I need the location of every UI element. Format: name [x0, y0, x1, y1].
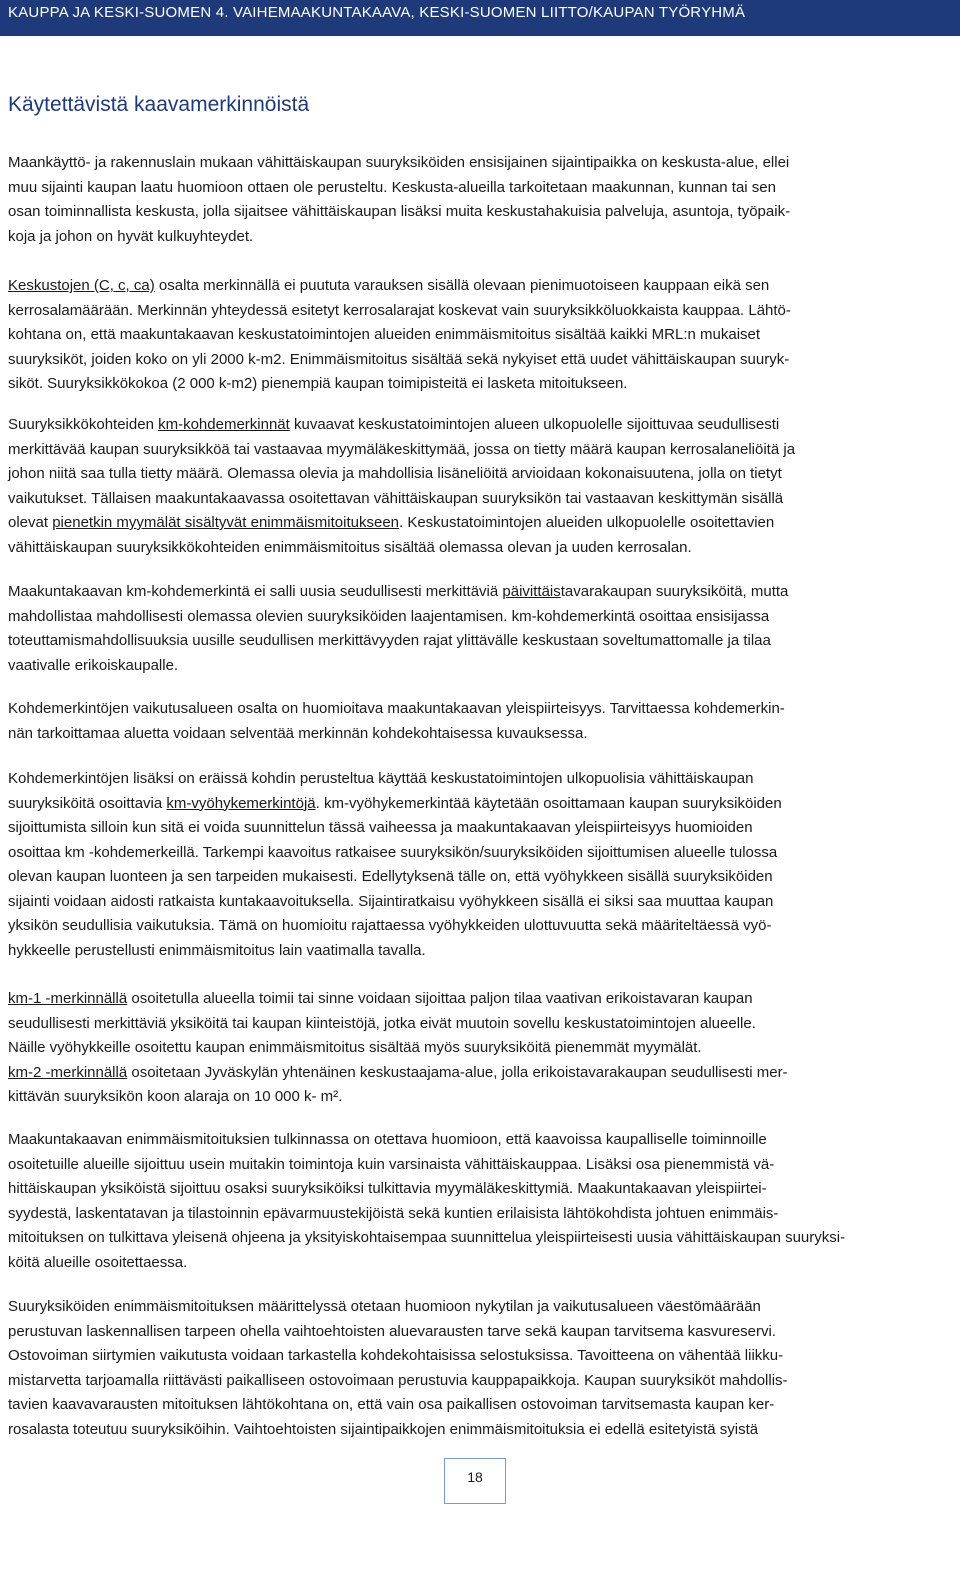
paragraph-4	[8, 580, 953, 678]
paragraph-5	[8, 697, 953, 746]
underlined-term: pienetkin myymälät sisältyvät enimmäismitoitukseen	[52, 514, 399, 531]
paragraph-text: olevat	[8, 514, 53, 531]
paragraph-line: hittäiskaupan yksiköistä sijoittuu osaksi suuryksiköiksi tulkittavia myymäläkeskittymiä. Maakuntakaavan yleispiirtei-	[8, 1180, 767, 1197]
paragraph-line: kohtana on, että maakuntakaavan keskustatoimintojen alueiden enimmäismitoitus sisältää kaikki MRL:n mukaiset	[8, 326, 761, 343]
paragraph-line: perustuvan laskennallisen tarpeen ohella vaihtoehtoisten aluevarausten tarve sekä kaupan tarvitsema kasvureservi.	[8, 1322, 776, 1340]
paragraph-line: Näille vyöhykkeille osoitettu kaupan enimmäismitoitus sisältää myös suuryksiköitä pienemmät myymälät.	[8, 1039, 702, 1056]
paragraph-line: nän tarkoittamaa aluetta voidaan selventää merkinnän kohdekohtaisessa kuvauksessa.	[8, 724, 588, 742]
paragraph-line: rosalasta toteutuu suuryksiköihin. Vaihtoehtoisten sijaintipaikkojen enimmäismitoituksia ei edellä esitetyistä syistä	[8, 1420, 759, 1438]
page-number: 18	[467, 1469, 483, 1485]
paragraph-3	[8, 413, 953, 560]
paragraph-line: vaativalle erikoiskaupalle.	[8, 656, 179, 674]
paragraph-line: syydestä, laskentatavan ja tilastoinnin epävarmuustekijöistä sekä kuntien erilaisista lähtökohdista johtuen enimmäis-	[8, 1204, 779, 1222]
running-header	[0, 0, 960, 36]
paragraph-line: muu sijainti kaupan laatu huomioon ottaen ole perusteltu. Keskusta-alueilla tarkoitetaan maakunnan, kunnan tai sen	[8, 178, 776, 196]
underlined-term: km-kohdemerkinnät	[158, 416, 290, 433]
running-header-title: KAUPPA JA KESKI-SUOMEN 4. VAIHEMAAKUNTAKAAVA, KESKI-SUOMEN LIITTO/KAUPAN TYÖRYHMÄ	[8, 4, 746, 21]
underlined-term: km-vyöhykemerkintöjä	[166, 794, 316, 812]
paragraph-text: osoitetaan Jyväskylän yhtenäinen keskustaajama-alue, jolla erikoistavarakaupan seudullisesti mer-	[127, 1063, 788, 1081]
paragraph-line: osoitetuille alueille sijoittuu usein muitakin toimintoja kuin varsinaista vähittäiskauppaa. Lisäksi osa pienemmistä vä-	[8, 1155, 775, 1173]
paragraph-text: Suuryksikkökohteiden	[8, 416, 159, 433]
paragraph-text: osoitetulla alueella toimii tai sinne voidaan sijoittaa paljon tilaa vaativan erikoistavaran kaupan	[127, 990, 753, 1007]
paragraph-text: kuvaavat keskustatoimintojen alueen ulkopuolelle sijoittuvaa seudullisesti	[289, 416, 780, 433]
section-title: Käytettävistä kaavamerkinnöistä	[8, 93, 310, 116]
paragraph-line: olevan kaupan luonteen ja sen tarpeiden mukaisesti. Edellytyksenä tälle on, että vyöhykkeen sisällä suuryksiköiden	[8, 868, 773, 885]
paragraph-line: Kohdemerkintöjen lisäksi on eräissä kohdin perusteltua käyttää keskustatoimintojen ulkopuolisia vähittäiskaupan	[8, 770, 754, 787]
paragraph-line: yksikön seudullisia vaikutuksia. Tämä on huomioitu rajattaessa vyöhykkeiden ulottuvuutta sekä määriteltäessä vyö-	[8, 917, 772, 934]
paragraph-line: siköt. Suuryksikkökokoa (2 000 k-m2) pienempiä kaupan toimipisteitä ei lasketa mitoitukseen.	[8, 375, 628, 392]
paragraph-line: osoittaa km -kohdemerkeillä. Tarkempi kaavoitus ratkaisee suuryksikön/suuryksiköiden sijoittumisen alueelle tulossa	[8, 843, 778, 861]
paragraph-line: sijainti voidaan aidosti ratkaista kuntakaavoituksella. Sijaintiratkaisu vyöhykkeen sisällä ei siksi saa muuttaa kaupan	[8, 892, 774, 910]
paragraph-1	[8, 151, 953, 249]
paragraph-line: sijoittumista silloin kun sitä ei voida suunnittelun tässä vaiheessa ja maakuntakaavan yleispiirteisyys huomioiden	[8, 819, 753, 836]
paragraph-line: kerrosalamäärään. Merkinnän yhteydessä esitetyt kerrosalarajat koskevat vain suuryksikköluokkaista kauppaa. Lähtö-	[8, 301, 791, 319]
paragraph-text: tavarakaupan suuryksiköitä, mutta	[560, 583, 789, 600]
paragraph-line: vähittäiskaupan suuryksikkökohteiden enimmäismitoitus sisältää olemassa olevan ja uuden kerrosalan.	[8, 538, 692, 556]
paragraph-line: johon niitä saa tulla tietty määrä. Olemassa olevia ja mahdollisia lisäneliöitä arvioidaan kokonaisuutena, jolla on tietyt	[8, 465, 782, 482]
paragraph-line: tavien kaavavarausten mitoituksen lähtökohtana on, että vain osa paikallisen ostovoiman tarvitsemasta kaupan ker-	[8, 1396, 775, 1413]
paragraph-2	[8, 274, 953, 397]
paragraph-7	[8, 987, 953, 1110]
page-number-box	[444, 1458, 506, 1504]
paragraph-6	[8, 767, 953, 963]
paragraph-line: Maankäyttö- ja rakennuslain mukaan vähittäiskaupan suuryksiköiden ensisijainen sijaintipaikka on keskusta-alue, ellei	[8, 154, 790, 171]
paragraph-line: kittävän suuryksikön koon alaraja on 10 000 k- m².	[8, 1088, 343, 1105]
paragraph-8	[8, 1128, 953, 1275]
paragraph-line: Maakuntakaavan enimmäismitoituksien tulkinnassa on otettava huomioon, että kaavoissa kaupalliselle toiminnoille	[8, 1131, 767, 1148]
paragraph-line: mistarvetta tarjoamalla riittävästi paikalliseen ostovoimaan perustuvia kauppapaikkoja. Kaupan suuryksiköt mahdollis-	[8, 1371, 788, 1389]
underlined-term: km-1 -merkinnällä	[8, 990, 128, 1007]
paragraph-line: osan toiminnallista keskusta, jolla sijaitsee vähittäiskaupan lisäksi muita keskustahakuisia palveluja, asuntoja, työpaik-	[8, 203, 791, 220]
paragraph-line: mahdollistaa mahdollisesti olemassa olevien suuryksiköiden laajentamisen. km-kohdemerkintä osoittaa ensisijassa	[8, 607, 770, 625]
underlined-term: päivittäis	[502, 583, 561, 600]
underlined-term: km-2 -merkinnällä	[8, 1063, 128, 1081]
paragraph-line: mitoituksen on tulkittava yleisenä ohjeena ja yksityiskohtaisempaa suunnittelua yleispiirteisesti uusia vähittäiskaupan suuryksi-	[8, 1229, 846, 1246]
paragraph-text: osalta merkinnällä ei puututa varauksen sisällä olevaan pienimuotoiseen kauppaan eikä sen	[154, 277, 770, 294]
paragraph-line: Ostovoiman siirtymien vaikutusta voidaan tarkastella kohdekohtaisissa selostuksissa. Tavoitteena on vähentää liikku-	[8, 1347, 784, 1364]
paragraph-line: vaikutukset. Tällaisen maakuntakaavassa osoitettavan vähittäiskaupan suuryksikön tai vastaavan keskittymän sisällä	[8, 489, 784, 507]
paragraph-line: toteuttamismahdollisuuksia uusille seudullisen merkittävyyden rajat ylittävälle keskustaan soveltumattomalle ja tilaa	[8, 632, 771, 649]
paragraph-text: suuryksiköitä osoittavia	[8, 794, 167, 812]
paragraph-line: köitä alueille osoitettaessa.	[8, 1253, 188, 1271]
paragraph-line: Suuryksiköiden enimmäismitoituksen määrittelyssä otetaan huomioon nykytilan ja vaikutusalueen väestömäärään	[8, 1298, 761, 1315]
paragraph-line: koja ja johon on hyvät kulkuyhteydet.	[8, 227, 254, 245]
paragraph-line: Kohdemerkintöjen vaikutusalueen osalta on huomioitava maakuntakaavan yleispiirteisyys. Tarvittaessa kohdemerkin-	[8, 700, 785, 717]
paragraph-line: seudullisesti merkittäviä yksiköitä tai kaupan kiinteistöjä, jotka eivät muutoin sovellu keskustatoimintojen alueelle.	[8, 1014, 756, 1032]
paragraph-text: . km-vyöhykemerkintää käytetään osoittamaan kaupan suuryksiköiden	[315, 794, 782, 812]
underlined-term: Keskustojen (C, c, ca)	[8, 277, 155, 294]
paragraph-line: suuryksiköt, joiden koko on yli 2000 k-m2. Enimmäismitoitus sisältää sekä nykyiset että uudet vähittäiskaupan suuryk-	[8, 350, 790, 368]
paragraph-line: hykkeelle perustellusti enimmäismitoitus lain vaatimalla tavalla.	[8, 941, 426, 959]
paragraph-9	[8, 1295, 953, 1442]
paragraph-text: . Keskustatoimintojen alueiden ulkopuolelle osoitettavien	[399, 514, 775, 531]
paragraph-line: merkittävää kaupan suuryksikköä tai vastaavaa myymäläkeskittymää, jossa on tietty määrä kaupan kerrosalaneliöitä ja	[8, 440, 796, 458]
paragraph-text: Maakuntakaavan km-kohdemerkintä ei salli uusia seudullisesti merkittäviä	[8, 583, 503, 600]
